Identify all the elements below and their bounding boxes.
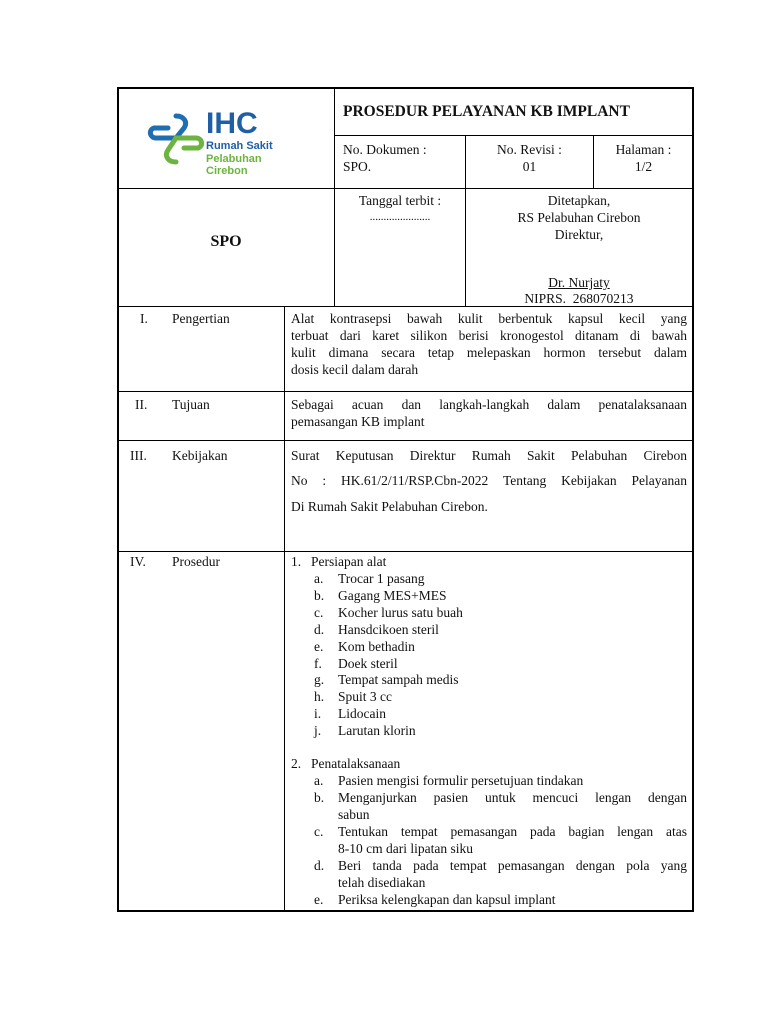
section-number: IV. bbox=[130, 554, 146, 569]
logo-line1: Rumah Sakit bbox=[206, 140, 273, 152]
text-line: Sebagai acuan dan langkah-langkah dalam penatalaksanaan bbox=[291, 397, 687, 412]
issue-date-value: ...................... bbox=[369, 211, 431, 223]
list-item: Tentukan tempat pemasangan pada bagian lengan atas bbox=[338, 824, 687, 839]
list-marker: i. bbox=[314, 706, 322, 722]
list-item: Doek steril bbox=[338, 655, 398, 671]
list-item: Gagang MES+MES bbox=[338, 587, 447, 603]
list-item-continued: 8-10 cm dari lipatan siku bbox=[338, 841, 473, 856]
page-label: Halaman : bbox=[615, 142, 672, 157]
cross-logo-icon bbox=[146, 108, 206, 168]
text-line: Alat kontrasepsi bawah kulit berbentuk kapsul kecil yang bbox=[291, 311, 687, 326]
list-marker: a. bbox=[314, 773, 324, 788]
text-line: kulit dimana secara tetap melepaskan hormon tersebut dalam bbox=[291, 345, 687, 360]
list-marker: d. bbox=[314, 858, 325, 873]
step-number: 1. bbox=[291, 554, 302, 569]
step-title: Persiapan alat bbox=[311, 554, 387, 569]
step-title: Penatalaksanaan bbox=[311, 756, 401, 771]
list-marker: c. bbox=[314, 824, 324, 839]
list-marker: c. bbox=[314, 604, 324, 620]
document-title: PROSEDUR PELAYANAN KB IMPLANT bbox=[343, 103, 630, 120]
list-marker: j. bbox=[314, 723, 322, 739]
page-value: 1/2 bbox=[634, 159, 653, 174]
section-label: Tujuan bbox=[172, 397, 210, 412]
list-marker: b. bbox=[314, 790, 325, 805]
list-item: Beri tanda pada tempat pemasangan dengan pola yang bbox=[338, 858, 687, 873]
list-item-continued: sabun bbox=[338, 807, 370, 822]
approval-line3: Direktur, bbox=[554, 227, 604, 242]
list-item: Periksa kelengkapan dan kapsul implant bbox=[338, 892, 556, 907]
logo-line2: Pelabuhan Cirebon bbox=[206, 153, 262, 177]
hospital-logo bbox=[146, 107, 306, 177]
section-label: Kebijakan bbox=[172, 448, 228, 463]
section-number: III. bbox=[130, 448, 147, 463]
text-line: terbuat dari karet silikon berisi kronogestol ditanam di bawah bbox=[291, 328, 687, 343]
text-line: No : HK.61/2/11/RSP.Cbn-2022 Tentang Kebijakan Pelayanan bbox=[291, 473, 687, 488]
list-marker: a. bbox=[314, 571, 324, 586]
list-marker: b. bbox=[314, 587, 325, 603]
list-marker: e. bbox=[314, 638, 324, 654]
text-line: dosis kecil dalam darah bbox=[291, 362, 419, 377]
revision-label: No. Revisi : bbox=[497, 142, 562, 157]
list-marker: f. bbox=[314, 655, 322, 671]
signer-name: Dr. Nurjaty bbox=[548, 275, 610, 290]
revision-value: 01 bbox=[522, 159, 537, 174]
section-number: I. bbox=[140, 311, 148, 326]
list-marker: g. bbox=[314, 672, 325, 688]
approval-line1: Ditetapkan, bbox=[547, 193, 611, 208]
spo-label: SPO bbox=[210, 233, 242, 250]
list-item-continued: telah disediakan bbox=[338, 875, 426, 890]
step-number: 2. bbox=[291, 756, 302, 771]
list-item: Kocher lurus satu buah bbox=[338, 604, 463, 620]
issue-date-label: Tanggal terbit : bbox=[358, 193, 442, 208]
list-item: Kom bethadin bbox=[338, 638, 415, 654]
text-line: Di Rumah Sakit Pelabuhan Cirebon. bbox=[291, 499, 488, 514]
list-marker: d. bbox=[314, 621, 325, 637]
list-item: Larutan klorin bbox=[338, 723, 416, 739]
section-label: Pengertian bbox=[172, 311, 230, 326]
list-item: Lidocain bbox=[338, 706, 386, 722]
approval-line2: RS Pelabuhan Cirebon bbox=[517, 210, 641, 225]
list-item: Menganjurkan pasien untuk mencuci lengan dengan bbox=[338, 790, 687, 805]
doc-number-label: No. Dokumen : bbox=[343, 142, 427, 157]
list-item: Pasien mengisi formulir persetujuan tindakan bbox=[338, 773, 584, 788]
list-item: Hansdcikoen steril bbox=[338, 621, 439, 637]
section-number: II. bbox=[135, 397, 148, 412]
signer-nip: NIPRS. 268070213 bbox=[524, 291, 634, 306]
list-item: Trocar 1 pasang bbox=[338, 571, 425, 586]
text-line: Surat Keputusan Direktur Rumah Sakit Pelabuhan Cirebon bbox=[291, 448, 687, 463]
list-item: Tempat sampah medis bbox=[338, 672, 459, 688]
list-item: Spuit 3 cc bbox=[338, 689, 392, 705]
section-label: Prosedur bbox=[172, 554, 220, 569]
logo-brand: IHC bbox=[206, 107, 258, 140]
doc-number-value: SPO. bbox=[343, 159, 372, 174]
list-marker: e. bbox=[314, 892, 324, 907]
list-marker: h. bbox=[314, 689, 325, 705]
text-line: pemasangan KB implant bbox=[291, 414, 425, 429]
